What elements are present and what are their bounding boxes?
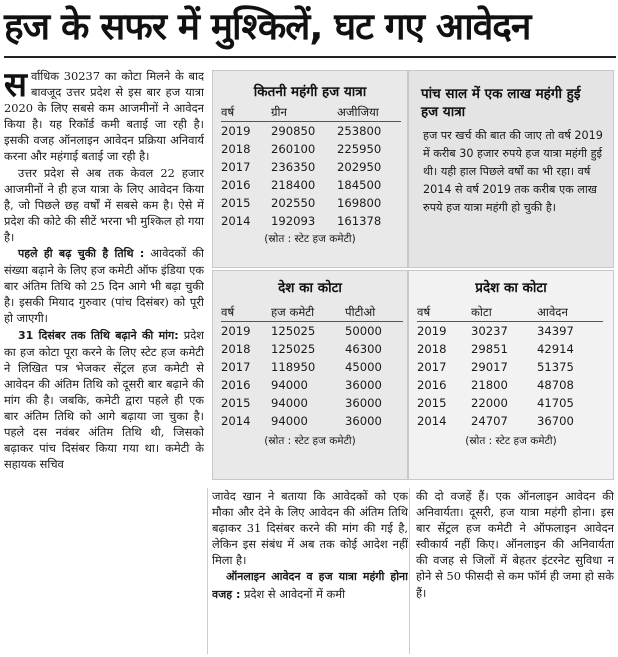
country-header-committee: हज कमेटी	[271, 303, 345, 322]
table-row	[221, 140, 401, 158]
cell: 29017	[471, 360, 508, 374]
cell: 218400	[271, 178, 316, 192]
article-paragraph-1: र्वाधिक 30237 का कोटा मिलने के बाद बावजूद उत्तर प्रदेश से इस बार हज यात्रा 2020 के लिए सबसे कम आजमीनों ने आवेदन किया है। यह रिकॉर्ड कमी बताई जा रही है। इसकी वजह ऑनलाइन आवेदन प्रक्रिया अनिवार्य करना और महंगाई बताई जा रही है।	[4, 69, 204, 164]
table-row	[417, 358, 603, 376]
cell: 2015	[417, 396, 447, 410]
cell: 2014	[221, 414, 251, 428]
cell: 2016	[221, 378, 251, 392]
table-row	[221, 376, 403, 394]
article-paragraph-3	[4, 245, 204, 326]
cell: 202950	[337, 160, 382, 174]
cell: 169800	[337, 196, 382, 210]
table-row	[221, 122, 401, 141]
cell: 36000	[345, 396, 382, 410]
cell: 51375	[537, 360, 574, 374]
country-quota-table	[221, 303, 403, 430]
cell: 45000	[345, 360, 382, 374]
cell: 2016	[221, 178, 251, 192]
cost-header-year: वर्ष	[221, 103, 271, 122]
article-paragraph-4	[4, 327, 204, 473]
cell: 2015	[221, 396, 251, 410]
country-header-pto: पीटीओ	[345, 303, 403, 322]
cell: 2019	[221, 124, 251, 138]
cell: 2018	[417, 342, 447, 356]
cell: 48708	[537, 378, 574, 392]
cell: 41705	[537, 396, 574, 410]
mid-paragraph-2	[212, 568, 408, 602]
five-year-title: पांच साल में एक लाख महंगी हुई हज यात्रा	[421, 86, 581, 120]
cell: 125025	[271, 342, 316, 356]
table-row	[417, 322, 603, 341]
table-row	[221, 194, 401, 212]
cost-table	[221, 103, 401, 230]
cell: 34397	[537, 324, 574, 338]
cell: 2014	[221, 214, 251, 228]
paragraph-4-text: प्रदेश का हज कोटा पूरा करने के लिए स्टेट हज कमेटी ने लिखित पत्र भेजकर सेंट्रल हज कमेटी से आवेदन की अंतिम तिथि को दूसरी बार बढ़ाने की मांग की है। जबकि, कमेटी द्वारा पहले ही एक बार अंतिम तिथि को आगे बढ़ाया जा चुका है। पहले दस नवंबर अंतिम तिथि थी, जिसको बढ़ाकर पांच दिसंबर किया गया था। कमेटी के सहायक सचिव	[4, 327, 204, 472]
state-quota-source: (स्रोत : स्टेट हज कमेटी)	[465, 435, 557, 447]
table-row	[221, 394, 403, 412]
subhead-online-costly: ऑनलाइन आवेदन व हज यात्रा महंगी होना वजह :	[212, 570, 408, 601]
table-row	[417, 340, 603, 358]
cell: 260100	[271, 142, 316, 156]
cell: 2017	[417, 360, 447, 374]
cell: 36000	[345, 414, 382, 428]
mid-paragraph-1: जावेद खान ने बताया कि आवेदकों को एक मौका और देने के लिए आवेदन की अंतिम तिथि बढ़ाकर 31 दिसंबर करने की मांग की गई है, लेकिन इस संबंध में अब तक कोई आदेश नहीं मिला है।	[212, 489, 408, 568]
cell: 2015	[221, 196, 251, 210]
cell: 192093	[271, 214, 316, 228]
cell: 125025	[271, 324, 316, 338]
table-row	[221, 412, 403, 430]
right-paragraph-1: की दो वजहें हैं। एक ऑनलाइन आवेदन की अनिवार्यता। दूसरी, हज यात्रा महंगी होना। इस बार सेंट्रल हज कमेटी ने ऑफलाइन आवेदन स्वीकार्य नहीं किए। ऑनलाइन की अनिवार्यता की वजह से जिलों में बेहतर इंटरनेट सुविधा न होने से 50 फीसदी से कम फॉर्म ही जमा हो सके हैं।	[416, 489, 614, 600]
state-header-applications: आवेदन	[537, 303, 603, 322]
column-divider	[207, 488, 208, 654]
cell: 2019	[417, 324, 447, 338]
cell: 184500	[337, 178, 382, 192]
cell: 24707	[471, 414, 508, 428]
five-year-text: हज पर खर्च की बात की जाए तो वर्ष 2019 में करीब 30 हजार रुपये हज यात्रा महंगी हुई थी। यही हाल पिछले वर्षों का भी रहा। वर्ष 2014 से वर्ष 2019 तक करीब एक लाख रुपये हज यात्रा महंगी हो चुकी है।	[423, 129, 603, 214]
cell: 30237	[471, 324, 508, 338]
country-quota-title: देश का कोटा	[278, 280, 342, 296]
cell: 161378	[337, 214, 382, 228]
cell: 2017	[221, 360, 251, 374]
cell: 236350	[271, 160, 316, 174]
table-row	[417, 394, 603, 412]
state-quota-panel	[408, 270, 614, 480]
state-header-year: वर्ष	[417, 303, 471, 322]
cell: 42914	[537, 342, 574, 356]
article-paragraph-2: उत्तर प्रदेश से अब तक केवल 22 हजार आजमीनों ने ही हज यात्रा के लिए आवेदन किया है, जो पिछले छह वर्षों में सबसे कम है। ऐसे में प्रदेश की कोटे की सीटें भरना भी मुश्किल हो गया है।	[4, 165, 204, 244]
headline-rule	[4, 56, 616, 58]
cell: 118950	[271, 360, 316, 374]
cell: 2016	[417, 378, 447, 392]
table-row	[221, 358, 403, 376]
cell: 2018	[221, 342, 251, 356]
cell: 94000	[271, 378, 308, 392]
cost-header-aziziya: अजीजिया	[337, 103, 401, 122]
country-quota-panel	[212, 270, 408, 480]
table-row	[221, 212, 401, 230]
mid-paragraph-2-text: प्रदेश से आवेदनों में कमी	[240, 586, 346, 601]
cost-table-panel	[212, 70, 408, 268]
cell: 2014	[417, 414, 447, 428]
table-row	[221, 176, 401, 194]
cell: 29851	[471, 342, 508, 356]
cell: 2018	[221, 142, 251, 156]
cell: 253800	[337, 124, 382, 138]
cost-header-green: ग्रीन	[271, 103, 337, 122]
cell: 225950	[337, 142, 382, 156]
article-right-column	[416, 488, 614, 654]
cell: 22000	[471, 396, 508, 410]
cell: 2019	[221, 324, 251, 338]
table-row	[221, 322, 403, 341]
table-row	[417, 376, 603, 394]
state-header-quota: कोटा	[471, 303, 537, 322]
table-row	[221, 158, 401, 176]
article-middle-column	[212, 488, 408, 654]
cost-table-source: (स्रोत : स्टेट हज कमेटी)	[264, 233, 356, 245]
column-divider	[409, 488, 410, 654]
cell: 94000	[271, 414, 308, 428]
country-quota-source: (स्रोत : स्टेट हज कमेटी)	[264, 435, 356, 447]
cell: 2017	[221, 160, 251, 174]
headline: हज के सफर में मुश्किलें, घट गए आवेदन	[4, 5, 531, 48]
cell: 202550	[271, 196, 316, 210]
table-row	[221, 340, 403, 358]
five-year-box	[408, 70, 614, 268]
state-quota-table	[417, 303, 603, 430]
paragraph-3-text: आवेदकों की संख्या बढ़ाने के लिए हज कमेटी ऑफ इंडिया एक बार अंतिम तिथि को 25 दिन आगे भी बढ़ा चुकी है। इसकी मियाद गुरुवार (पांच दिसंबर) को पूरी हो जाएगी।	[4, 246, 204, 326]
state-quota-title: प्रदेश का कोटा	[475, 280, 547, 296]
subhead-extension-demand: 31 दिसंबर तक तिथि बढ़ाने की मांग:	[18, 328, 179, 342]
dropcap: स	[4, 68, 27, 105]
cell: 50000	[345, 324, 382, 338]
country-header-year: वर्ष	[221, 303, 271, 322]
table-row	[417, 412, 603, 430]
cell: 36700	[537, 414, 574, 428]
cell: 36000	[345, 378, 382, 392]
article-left-column	[4, 68, 204, 654]
subhead-deadline-extended: पहले ही बढ़ चुकी है तिथि :	[18, 247, 145, 261]
cell: 46300	[345, 342, 382, 356]
cell: 21800	[471, 378, 508, 392]
cell: 290850	[271, 124, 316, 138]
cost-table-title: कितनी महंगी हज यात्रा	[253, 84, 367, 100]
cell: 94000	[271, 396, 308, 410]
